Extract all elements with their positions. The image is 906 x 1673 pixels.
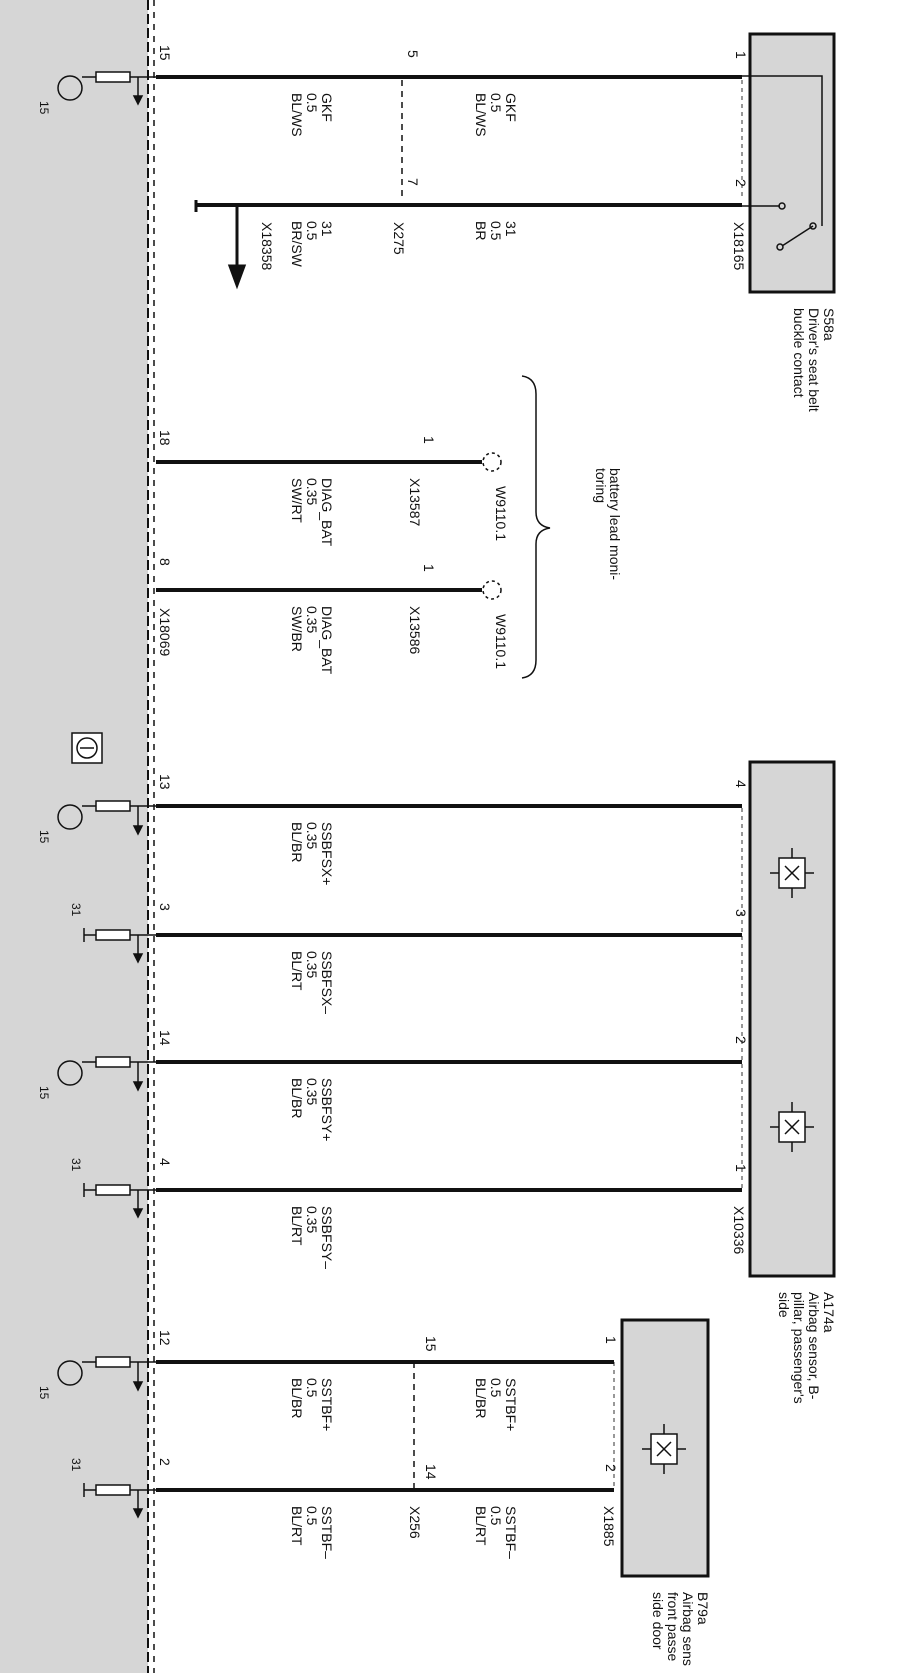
comp-S58a-pin-0: 1 bbox=[733, 51, 749, 59]
wire-size-1: 0.5 bbox=[304, 221, 320, 241]
diagram-labels bbox=[37, 45, 837, 1666]
wire-color-1: BR/SW bbox=[289, 221, 305, 267]
wire-func-2: DIAG_BAT bbox=[319, 478, 335, 547]
cu-pin-p8: 8 bbox=[157, 558, 173, 566]
comp-A174a-pin-2: 2 bbox=[733, 1036, 749, 1044]
outer-wire-size-2: 0.5 bbox=[488, 1378, 504, 1398]
wire-func-7: SSBFSY– bbox=[319, 1206, 335, 1270]
wire-func-9: SSTBF– bbox=[319, 1506, 335, 1559]
comp-A174a-code: A174a bbox=[821, 1292, 837, 1333]
outer-wire-color-1: BR bbox=[473, 221, 489, 241]
brace-icon bbox=[522, 376, 550, 678]
wire-color-3: SW/BR bbox=[289, 606, 305, 652]
battery-note-line2: toring bbox=[593, 468, 609, 504]
wire-color-9: BL/RT bbox=[289, 1506, 305, 1546]
terminal-31-label-2: 31 bbox=[69, 1458, 83, 1472]
wire-color-4: BL/BR bbox=[289, 822, 305, 863]
wire-size-5: 0.35 bbox=[304, 951, 320, 979]
terminal-31-label-1: 31 bbox=[69, 1158, 83, 1172]
comp-A174a-line2: pillar, passenger's bbox=[791, 1292, 807, 1404]
wire-func-4: SSBFSX+ bbox=[319, 822, 335, 886]
comp-A174a-connector: X10336 bbox=[731, 1206, 747, 1255]
wire-func-0: GKF bbox=[319, 93, 335, 122]
outer-wire-color-0: BL/WS bbox=[473, 93, 489, 137]
cu-pin-p2: 2 bbox=[157, 1458, 173, 1466]
wire-size-6: 0.35 bbox=[304, 1078, 320, 1106]
battery-line-label-0: W9110.1 bbox=[493, 486, 509, 541]
cu-pin-p18: 18 bbox=[157, 430, 173, 446]
ground-arrow-icon bbox=[196, 200, 244, 285]
x256-name: X256 bbox=[407, 1506, 423, 1539]
outer-wire-func-3: SSTBF– bbox=[503, 1506, 519, 1559]
wire-func-8: SSTBF+ bbox=[319, 1378, 335, 1432]
comp-A174a-line1: Airbag sensor, B- bbox=[806, 1292, 822, 1400]
x256-pin-b: 14 bbox=[423, 1464, 439, 1480]
comp-B79a-connector: X1885 bbox=[601, 1506, 617, 1547]
diagnostic-symbol-icon bbox=[72, 733, 102, 763]
cu-pin-p15: 15 bbox=[157, 45, 173, 61]
battery-note-line1: battery lead moni- bbox=[607, 468, 623, 581]
outer-wire-color-3: BL/RT bbox=[473, 1506, 489, 1546]
comp-B79a-pin-1: 2 bbox=[603, 1464, 619, 1472]
comp-S58a-connector: X18165 bbox=[731, 222, 747, 271]
x275-pin-b: 7 bbox=[405, 178, 421, 186]
wire-func-6: SSBFSY+ bbox=[319, 1078, 335, 1142]
x275-name: X275 bbox=[391, 222, 407, 255]
comp-S58a-line1: Driver's seat belt bbox=[806, 308, 822, 412]
terminal-15-label-2: 15 bbox=[37, 1086, 51, 1100]
x13587-pin: 1 bbox=[421, 436, 437, 444]
x13586-name: X13586 bbox=[407, 606, 423, 655]
terminal-31-label-0: 31 bbox=[69, 903, 83, 917]
x18358-name: X18358 bbox=[259, 222, 275, 271]
battery-line-label-1: W9110.1 bbox=[493, 614, 509, 669]
comp-B79a-pin-0: 1 bbox=[603, 1336, 619, 1344]
wires bbox=[156, 77, 742, 1490]
control-unit-body bbox=[0, 0, 148, 1673]
x275-pin-a: 5 bbox=[405, 50, 421, 58]
cu-pin-p4: 4 bbox=[157, 1158, 173, 1166]
comp-A174a-pin-1: 3 bbox=[733, 909, 749, 917]
wire-color-7: BL/RT bbox=[289, 1206, 305, 1246]
terminal-15-label-0: 15 bbox=[37, 101, 51, 115]
comp-S58a-pin-1: 2 bbox=[733, 179, 749, 187]
wire-size-4: 0.35 bbox=[304, 822, 320, 850]
wire-size-7: 0.35 bbox=[304, 1206, 320, 1234]
outer-wire-func-0: GKF bbox=[503, 93, 519, 122]
wire-size-9: 0.5 bbox=[304, 1506, 320, 1526]
outer-wire-size-3: 0.5 bbox=[488, 1506, 504, 1526]
comp-B79a-line3: side door bbox=[650, 1592, 666, 1650]
comp-A174a-pin-0: 4 bbox=[733, 780, 749, 788]
wire-size-0: 0.5 bbox=[304, 93, 320, 113]
cu-pin-p12: 12 bbox=[157, 1330, 173, 1346]
x13587-name: X13587 bbox=[407, 478, 423, 527]
cu-connector-label: X18069 bbox=[157, 608, 173, 657]
wire-color-0: BL/WS bbox=[289, 93, 305, 137]
wire-color-8: BL/BR bbox=[289, 1378, 305, 1419]
outer-wire-size-1: 0.5 bbox=[488, 221, 504, 241]
outer-wire-func-2: SSTBF+ bbox=[503, 1378, 519, 1432]
a174a-box bbox=[750, 762, 834, 1276]
wire-color-5: BL/RT bbox=[289, 951, 305, 991]
comp-B79a-code: B79a bbox=[695, 1592, 711, 1625]
outer-wire-size-0: 0.5 bbox=[488, 93, 504, 113]
terminal-15-label-3: 15 bbox=[37, 1386, 51, 1400]
cu-pin-p14: 14 bbox=[157, 1030, 173, 1046]
outer-wire-color-2: BL/BR bbox=[473, 1378, 489, 1419]
x256-pin-a: 15 bbox=[423, 1336, 439, 1352]
comp-S58a-code: S58a bbox=[821, 308, 837, 341]
comp-B79a-line2: front passe bbox=[665, 1592, 681, 1662]
cu-pin-p3: 3 bbox=[157, 903, 173, 911]
outer-wire-func-1: 31 bbox=[503, 221, 519, 237]
cu-pin-p13: 13 bbox=[157, 774, 173, 790]
wire-func-1: 31 bbox=[319, 221, 335, 237]
wire-size-3: 0.35 bbox=[304, 606, 320, 634]
wire-func-3: DIAG_BAT bbox=[319, 606, 335, 675]
wire-size-8: 0.5 bbox=[304, 1378, 320, 1398]
terminal-15-label-1: 15 bbox=[37, 830, 51, 844]
wire-func-5: SSBFSX– bbox=[319, 951, 335, 1015]
comp-A174a-line3: side bbox=[776, 1292, 792, 1318]
wire-color-6: BL/BR bbox=[289, 1078, 305, 1119]
wire-color-2: SW/RT bbox=[289, 478, 305, 523]
x13586-pin: 1 bbox=[421, 564, 437, 572]
wire-size-2: 0.35 bbox=[304, 478, 320, 506]
comp-S58a-line2: buckle contact bbox=[791, 308, 807, 398]
comp-A174a-pin-3: 1 bbox=[733, 1164, 749, 1172]
comp-B79a-line1: Airbag sens bbox=[680, 1592, 696, 1666]
